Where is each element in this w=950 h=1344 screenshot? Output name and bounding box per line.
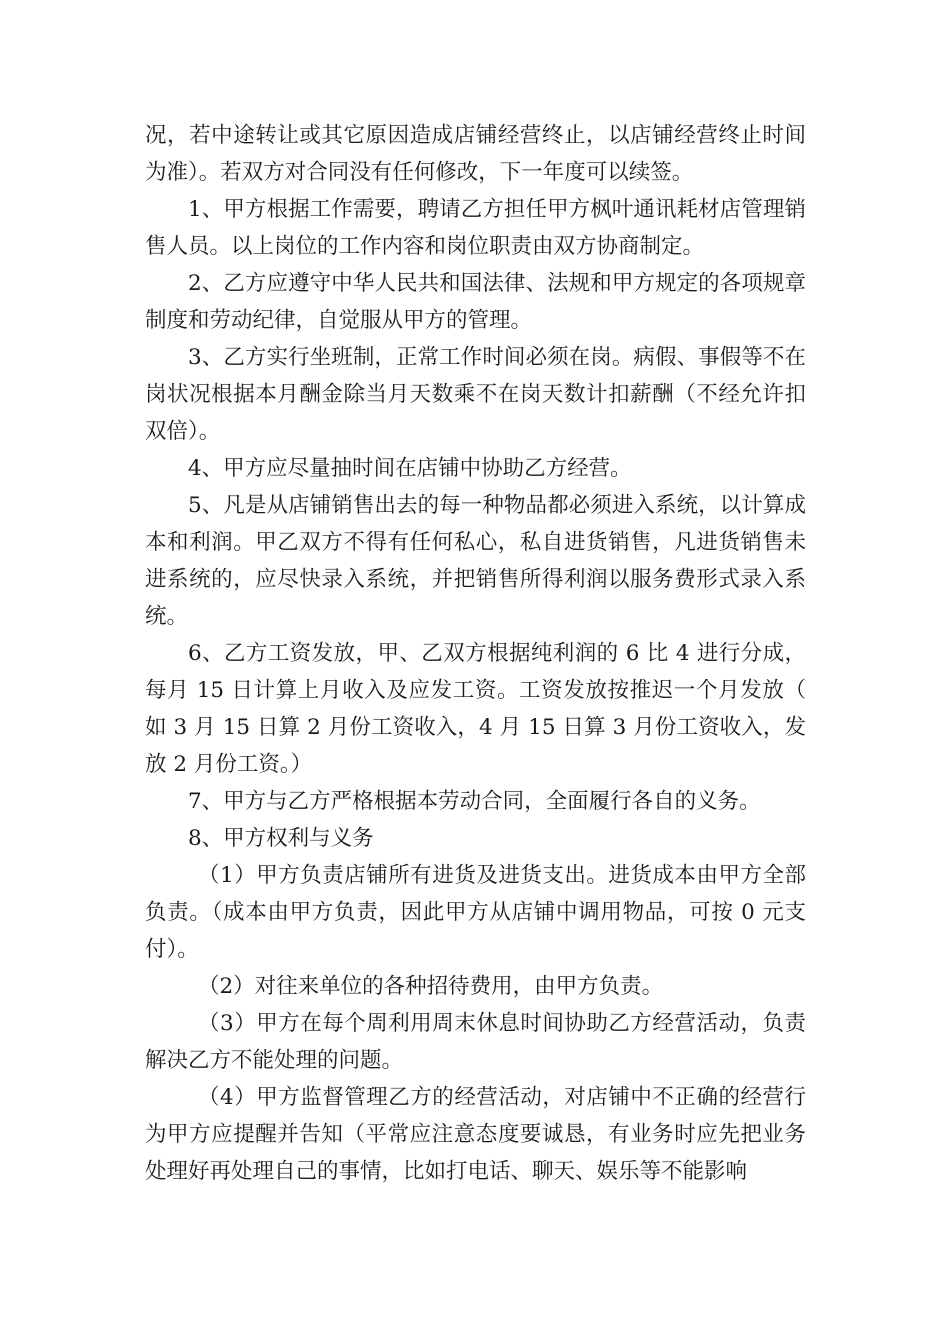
clause-3: 3、乙方实行坐班制，正常工作时间必须在岗。病假、事假等不在岗状况根据本月酬金除当月天数乘不在岗天数计扣薪酬（不经允许扣双倍）。 <box>145 345 806 444</box>
clause-1: 1、甲方根据工作需要，聘请乙方担任甲方枫叶通讯耗材店管理销售人员。以上岗位的工作内容和岗位职责由双方协商制定。 <box>145 197 806 259</box>
clause-4: 4、甲方应尽量抽时间在店铺中协助乙方经营。 <box>188 456 632 481</box>
clause-8-item-3: （3）甲方在每个周利用周末休息时间协助乙方经营活动，负责解决乙方不能处理的问题。 <box>145 1011 806 1073</box>
clause-2: 2、乙方应遵守中华人民共和国法律、法规和甲方规定的各项规章制度和劳动纪律，自觉服从甲方的管理。 <box>145 271 806 333</box>
clause-8-item-1: （1）甲方负责店铺所有进货及进货支出。进货成本由甲方全部负责。（成本由甲方负责，因此甲方从店铺中调用物品，可按 0 元支付）。 <box>145 863 806 962</box>
document-body <box>145 117 806 1190</box>
clause-8-item-4: （4）甲方监督管理乙方的经营活动，对店铺中不正确的经营行为甲方应提醒并告知（平常应注意态度要诚恳，有业务时应先把业务处理好再处理自己的事情，比如打电话、聊天、娱乐等不能影响 <box>145 1085 806 1184</box>
clause-6: 6、乙方工资发放，甲、乙双方根据纯利润的 6 比 4 进行分成，每月 15 日计算上月收入及应发工资。工资发放按推迟一个月发放（如 3 月 15 日算 2 月份工资收入，4 月 15 日算 3 月份工资收入，发放 2 月份工资。） <box>145 641 806 777</box>
clause-8-item-2: （2）对往来单位的各种招待费用，由甲方负责。 <box>198 974 664 999</box>
clause-8-heading: 8、甲方权利与义务 <box>188 826 374 851</box>
paragraph-continuation: 况，若中途转让或其它原因造成店铺经营终止，以店铺经营终止时间为准）。若双方对合同没有任何修改，下一年度可以续签。 <box>145 123 806 185</box>
clause-5: 5、凡是从店铺销售出去的每一种物品都必须进入系统，以计算成本和利润。甲乙双方不得有任何私心，私自进货销售，凡进货销售未进系统的，应尽快录入系统，并把销售所得利润以服务费形式录入系统。 <box>145 493 806 629</box>
clause-7: 7、甲方与乙方严格根据本劳动合同，全面履行各自的义务。 <box>188 789 761 814</box>
